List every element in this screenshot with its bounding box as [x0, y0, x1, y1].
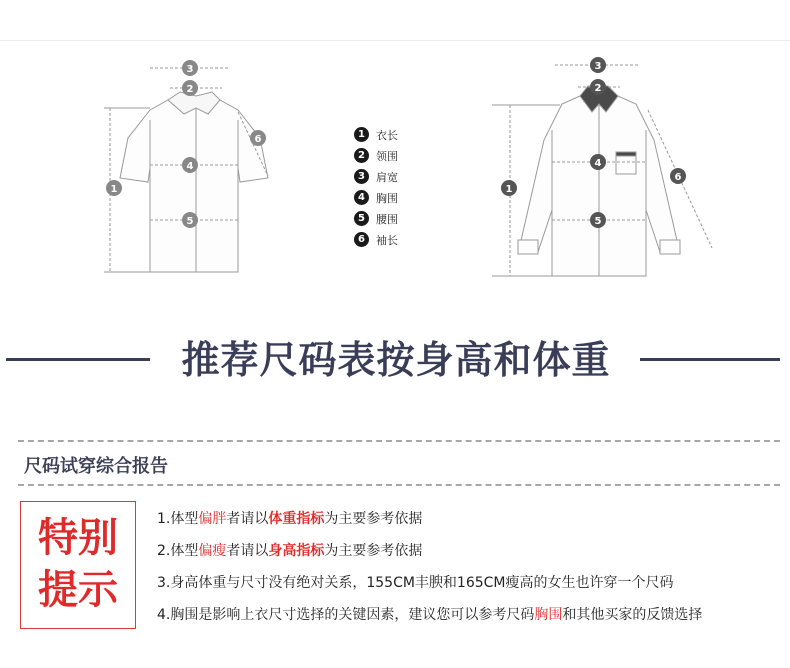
note-text: 2.体型	[157, 543, 199, 559]
svg-text:6: 6	[254, 134, 262, 145]
legend-number-badge: 5	[354, 211, 369, 226]
short-sleeve-shirt-illustration	[120, 92, 268, 272]
svg-text:3: 3	[594, 61, 602, 72]
marker-6-long	[670, 168, 686, 184]
note-text: 者请以	[226, 543, 269, 559]
special-tip-box	[20, 501, 136, 629]
svg-text:1: 1	[110, 184, 118, 195]
tip-label	[21, 512, 135, 616]
tip-line-2: 提示	[38, 567, 118, 613]
legend-item	[354, 208, 398, 229]
marker-5-long	[590, 212, 606, 228]
legend-item	[354, 187, 398, 208]
measurement-legend	[354, 124, 398, 250]
heading-title: 推荐尺码表按身高和体重	[181, 338, 611, 382]
heading-rule-left	[6, 358, 150, 361]
marker-6-short	[250, 130, 266, 146]
note-highlight: 胸围	[534, 607, 563, 623]
svg-text:1: 1	[505, 184, 513, 195]
heading-rule-right	[640, 358, 780, 361]
note-text: 和其他买家的反馈选择	[562, 607, 703, 623]
legend-number-badge: 1	[354, 127, 369, 142]
legend-item	[354, 229, 398, 250]
legend-label: 胸围	[376, 191, 398, 205]
note-text: 1.体型	[157, 511, 199, 527]
legend-label: 衣长	[376, 128, 398, 142]
dashed-divider-top	[18, 440, 780, 442]
legend-label: 领围	[376, 149, 398, 163]
svg-text:4: 4	[186, 161, 194, 172]
svg-text:2: 2	[186, 84, 194, 95]
note-item	[157, 538, 702, 570]
legend-item	[354, 166, 398, 187]
legend-number-badge: 4	[354, 190, 369, 205]
note-item	[157, 506, 702, 538]
report-title: 尺码试穿综合报告	[24, 456, 168, 477]
note-text: 为主要参考依据	[324, 543, 423, 559]
note-text: 者请以	[226, 511, 269, 527]
note-item	[157, 570, 702, 602]
legend-number-badge: 3	[354, 169, 369, 184]
note-emphasis: 身高指标	[268, 543, 325, 559]
marker-4-short	[182, 157, 198, 173]
tip-notes-list	[157, 506, 702, 634]
legend-item	[354, 145, 398, 166]
marker-5-short	[182, 212, 198, 228]
tip-line-1: 特别	[38, 515, 118, 561]
legend-number-badge: 6	[354, 232, 369, 247]
svg-text:4: 4	[594, 158, 602, 169]
svg-text:5: 5	[186, 216, 194, 227]
legend-number-badge: 2	[354, 148, 369, 163]
legend-label: 袖长	[376, 233, 398, 247]
svg-text:6: 6	[674, 172, 682, 183]
svg-text:5: 5	[594, 216, 602, 227]
note-text: 为主要参考依据	[324, 511, 423, 527]
note-item	[157, 602, 702, 634]
marker-1-short	[106, 180, 122, 196]
svg-text:2: 2	[594, 83, 602, 94]
legend-item	[354, 124, 398, 145]
marker-2-short	[182, 80, 198, 96]
marker-1-long	[501, 180, 517, 196]
note-text: 3.身高体重与尺寸没有绝对关系，155CM丰腴和165CM瘦高的女生也许穿一个尺码	[157, 575, 674, 591]
note-text: 4.胸围是影响上衣尺寸选择的关键因素，建议您可以参考尺码	[157, 607, 535, 623]
marker-3-short	[182, 60, 198, 76]
long-sleeve-shirt-illustration	[518, 86, 680, 276]
svg-text:3: 3	[186, 64, 194, 75]
dashed-divider-bottom	[18, 484, 780, 486]
legend-label: 肩宽	[376, 170, 398, 184]
note-highlight: 偏瘦	[198, 543, 227, 559]
note-emphasis: 体重指标	[268, 511, 325, 527]
note-highlight: 偏胖	[198, 511, 227, 527]
marker-4-long	[590, 154, 606, 170]
section-heading	[0, 332, 790, 388]
legend-label: 腰围	[376, 212, 398, 226]
marker-3-long	[590, 57, 606, 73]
marker-2-long	[590, 79, 606, 95]
